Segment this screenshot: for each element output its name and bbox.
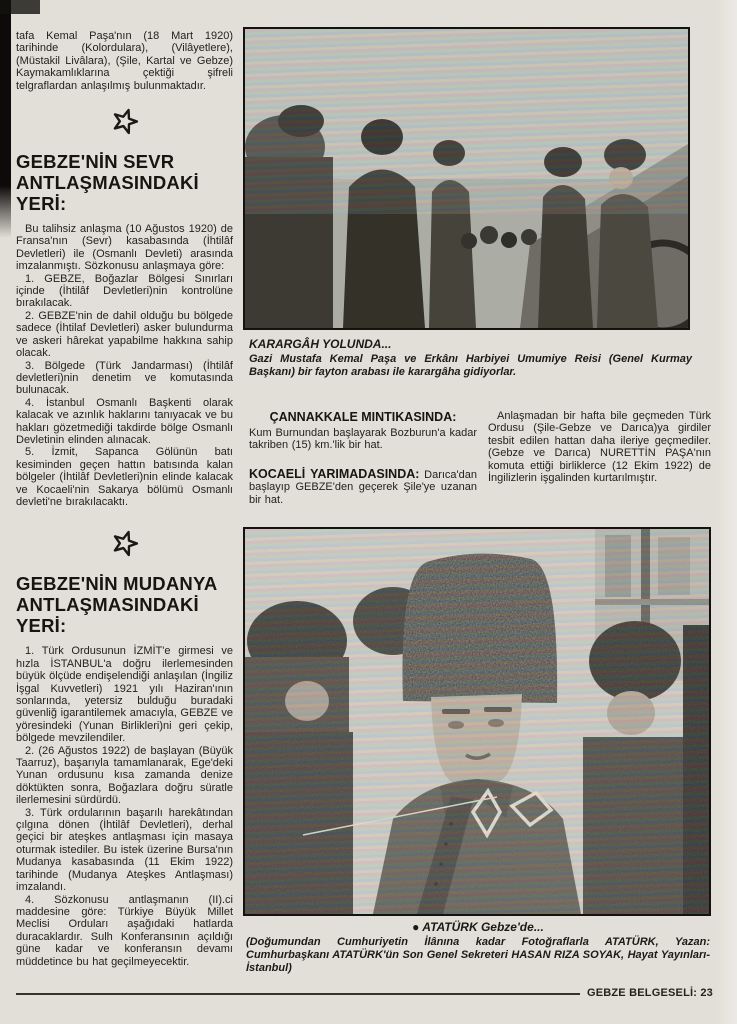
sevr-paragraph: 5. İzmit, Sapanca Gölünün batı kesiminden geçen hattın batısında kalan bölgeler (İhtilâf Devletleri)nin elinde kalacak ve Kocaeli'nin Sakarya bölümü Osmanlı devleti'ne bırakılacaktı.: [16, 446, 233, 508]
intro-paragraph: tafa Kemal Paşa'nın (18 Mart 1920) tarihinde (Kolordulara), (Vilâyetlere), (Müstakil Livâlara), (Şile, Kartal ve Gebze) Kaymakamlıklarına çektiği şifreli telgraflardan anlaşılmış bulunmaktadır.: [16, 30, 233, 92]
cannakkale-body: Kum Burnundan başlayarak Bozburun'a kadar takriben (15) km.'lik bir hat.: [249, 427, 477, 452]
section-divider-2: [16, 530, 233, 561]
photo2-caption: [246, 920, 710, 976]
mudanya-paragraph: 4. Sözkonusu antlaşmanın (II).ci maddesine göre: Türkiye Büyük Millet Meclisi Orduları aşağıdaki hatlarda duracaklardır. Sulh Konferansının açıldığı güne kadar ve konferansın devamı müddetince bu hat geçilmeyecektir.: [16, 893, 233, 968]
anlasma-paragraph: Anlaşmadan bir hafta bile geçmeden Türk Ordusu (Şile-Gebze ve Darıca)ya girdiler tesbit edilen hattan daha ileriye geçmediler. (Gebze ve Darıca) NURETTİN PAŞA'nın komuta ettiği birliklerce (12 Ekim 1922) de İngilizlerin işgalinden kurtarılmıştır.: [488, 410, 711, 485]
sevr-paragraph: 3. Bölgede (Türk Jandarması) (İhtilâf devletleri)nin denetim ve komutasında bulunacak.: [16, 359, 233, 397]
mudanya-paragraph: 3. Türk ordularının başarılı harekâtından çılgına dönen (İhtilâf Devletleri), derhal geçici bir ateşkes antlaşması için masaya oturmak istediler. Bu istek üzerine Bursa'nın Mudanya kasabasında (11 Ekim 1922) tarihinde (Mudanya Ateşkes Antlaşması) imzalandı.: [16, 806, 233, 894]
karargah-photo-art: [245, 29, 688, 328]
mudanya-paragraph: 2. (26 Ağustos 1922) de başlayan (Büyük Taarruz), başarıyla tamamlanarak, Ege'deki Yunan ordusunu kısa zamanda denize döktükten sonra, Boğazlara doğru süratle ilerlemesini sürdürdü.: [16, 744, 233, 807]
photo1-caption: [249, 337, 692, 379]
cannakkale-heading: ÇANNAKKALE MINTIKASINDA:: [269, 410, 457, 424]
photo-ataturk: [243, 527, 711, 916]
scan-shadow: [0, 0, 11, 238]
ataturk-face: [609, 167, 633, 189]
fur-hat: [278, 105, 324, 137]
fur-hat: [544, 147, 582, 177]
photo2-caption-title: ● ATATÜRK Gebze'de...: [412, 920, 544, 934]
fur-hat: [361, 119, 403, 155]
fur-hat: [604, 139, 646, 171]
page-number-label: GEBZE BELGESELİ: 23: [586, 987, 713, 999]
hat-section-left: [249, 410, 477, 506]
left-column: [16, 30, 233, 968]
sevr-heading: GEBZE'NİN SEVR ANTLAŞMASINDAKİ YERİ:: [16, 151, 199, 215]
ataturk-photo-art: [245, 529, 709, 914]
kocaeli-heading: KOCAELİ YARIMADASINDA:: [249, 466, 420, 481]
sevr-paragraph: 4. İstanbul Osmanlı Başkenti olarak kalacak ve azınlık haklarını tanıyacak ve bu hakları gözetmediği takdirde bölge Osmanlı Devletinin elinden alınacak.: [16, 396, 233, 446]
star-icon: [108, 527, 141, 560]
fur-hat: [433, 140, 465, 166]
footer-rule: [16, 993, 580, 995]
page-footer: [16, 987, 713, 999]
sevr-paragraph: 2. GEBZE'nin de dahil olduğu bu bölgede sadece (İhtilaf Devletleri) asker bulundurma ve askeri hârekat yapabilme hakkına sahip olacak.: [16, 309, 233, 360]
hat-section-right: [488, 410, 711, 506]
mudanya-paragraph: 1. Türk Ordusunun İZMİT'e girmesi ve hızla İSTANBUL'a doğru ilerlemesinden büyük ölçüde endişelendiği anlaşılan (İngiliz İşgal Kuvvetleri) 1921 yılı Haziran'ının sonlarında, yetersiz bulduğu buradaki güvenliğ igarantilemek amacıyla, GEBZE ve yöresindeki (Yunan Birlikleri)ni geri çekip, bölgede mevzilendiler.: [16, 645, 233, 745]
sevr-paragraph: 1. GEBZE, Boğazlar Bölgesi Sınırları içinde (İhtilâf Devletleri)nin kontrolüne bırakılacak.: [16, 272, 233, 310]
hat-section: [249, 410, 711, 506]
mudanya-heading: GEBZE'NİN MUDANYA ANTLAŞMASINDAKİ YERİ:: [16, 573, 217, 637]
kocaeli-paragraph: [249, 468, 477, 506]
scan-shadow-corner: [0, 0, 40, 14]
photo1-caption-title: KARARGÂH YOLUNDA...: [249, 337, 392, 351]
kocaeli-body: Darıca'dan başlayıp GEBZE'den geçerek Şile'ye uzanan bir hat.: [249, 468, 477, 506]
sevr-paragraph: Bu talihsiz anlaşma (10 Ağustos 1920) de Fransa'nın (Sevr) kasabasında (İhtilâf Devletleri) ile (Osmanlı Devleti) arasında imzalanmıştı. Sözkonusu anlaşmaya göre:: [16, 223, 233, 273]
photo2-caption-body: (Doğumundan Cumhuriyetin İlânına kadar Fotoğraflarla ATATÜRK, Yazan: Cumhurbaşkanı ATATÜRK'ün Son Genel Sekreteri HASAN RIZA SOYAK, Hayat Yayınları-İstanbul): [246, 936, 710, 975]
star-icon: [108, 105, 141, 138]
photo-karargah: [243, 27, 690, 330]
photo1-caption-body: Gazi Mustafa Kemal Paşa ve Erkânı Harbiyei Umumiye Reisi (Genel Kurmay Başkanı) bir fayton arabası ile karargâha gidiyorlar.: [249, 353, 692, 379]
section-divider-1: [16, 108, 233, 139]
